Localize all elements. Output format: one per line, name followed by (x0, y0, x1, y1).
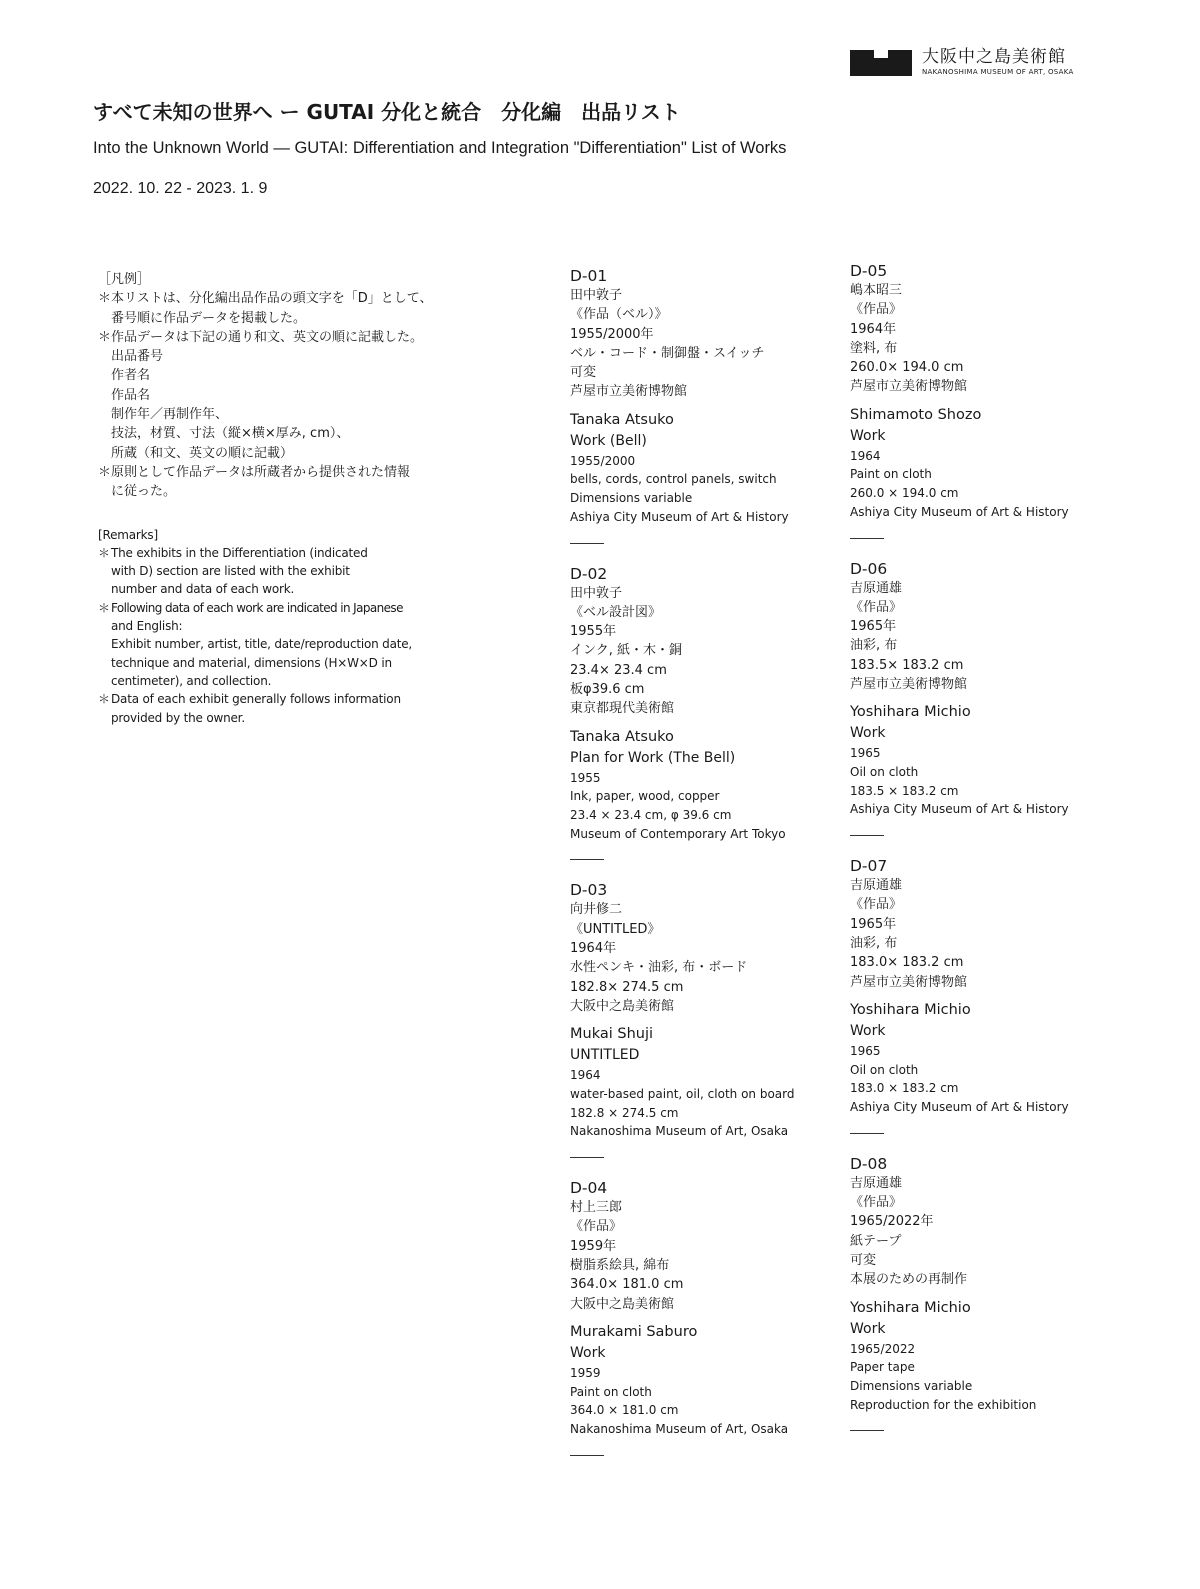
work-detail-en: Oil on cloth (850, 1062, 919, 1077)
work-entry (570, 1178, 870, 1456)
work-detail-en: Ashiya City Museum of Art & History (850, 1100, 1069, 1115)
bullet-mark: ＊ (98, 545, 110, 560)
work-data-jp-line: 東京都現代美術館 (570, 701, 675, 717)
remarks-line: 作者名 (111, 368, 151, 384)
work-data-jp (570, 900, 870, 1016)
remarks-line (98, 270, 408, 289)
work-data-jp-line: 吉原通雄 (850, 1175, 903, 1191)
work-title-en: Work (570, 1344, 606, 1361)
work-data-jp-line: 樹脂系絵具, 綿布 (570, 1257, 670, 1273)
work-data-jp-line: 《作品》 (570, 1219, 623, 1235)
work-detail-en: 1965/2022 (850, 1341, 916, 1356)
page-title-jp: すべて未知の世界へ ー GUTAI 分化と統合 分化編 出品リスト (93, 100, 681, 124)
remarks-line (98, 544, 408, 562)
work-detail-en: Paint on cloth (850, 467, 932, 482)
remarks-line (98, 463, 411, 482)
remarks-jp (98, 270, 433, 502)
work-detail-en: Ashiya City Museum of Art & History (850, 504, 1069, 519)
work-title-en: Work (Bell) (570, 432, 647, 449)
work-data-jp-line: 1964年 (570, 941, 617, 957)
work-data-en (850, 1298, 1150, 1415)
work-data-jp-line: 本展のための再制作 (850, 1272, 968, 1288)
work-data-en (570, 1024, 870, 1141)
work-title-en: UNTITLED (570, 1047, 640, 1064)
work-entry (850, 261, 1150, 539)
work-detail-en: Paint on cloth (570, 1384, 652, 1399)
exhibit-number: D-01 (570, 267, 608, 285)
work-data-jp-line: 《作品》 (850, 599, 903, 615)
exhibit-number: D-02 (570, 564, 608, 583)
work-data-jp-line: 大阪中之島美術館 (570, 998, 675, 1014)
work-data-jp-line: 183.5× 183.2 cm (850, 657, 964, 673)
work-entry (570, 564, 870, 861)
work-data-jp-line: 1964年 (850, 321, 897, 337)
remarks-line: 制作年／再制作年、 (111, 407, 229, 423)
work-data-jp-line: 260.0× 194.0 cm (850, 360, 964, 376)
work-data-jp (570, 584, 870, 719)
entry-separator (850, 1133, 884, 1134)
work-data-jp-line: 364.0× 181.0 cm (570, 1277, 684, 1293)
remarks-line (98, 289, 433, 308)
work-data-jp-line: 大阪中之島美術館 (570, 1296, 675, 1312)
bullet-mark: ＊ (98, 692, 110, 707)
artist-name-en: Mukai Shuji (570, 1026, 654, 1043)
work-data-jp-line: 《作品（ベル）》 (570, 307, 668, 323)
work-detail-en: Reproduction for the exhibition (850, 1397, 1037, 1412)
bullet-mark: ＊ (98, 329, 112, 345)
work-data-jp-line: 紙テープ (850, 1233, 902, 1249)
work-detail-en: 1964 (570, 1068, 601, 1083)
remarks-line: provided by the owner. (111, 710, 245, 725)
work-detail-en: 1965 (850, 746, 881, 761)
artist-name-en: Yoshihara Michio (850, 704, 971, 721)
work-data-jp-line: 板φ39.6 cm (570, 682, 645, 698)
work-data-jp (570, 286, 870, 402)
exhibit-number: D-04 (570, 1179, 608, 1198)
work-title-en: Work (850, 427, 886, 444)
work-data-jp-line: 嶋本昭三 (850, 283, 903, 298)
remarks-text: [Remarks] (98, 527, 158, 542)
work-data-en (570, 1322, 870, 1439)
work-detail-en: Nakanoshima Museum of Art, Osaka (570, 1124, 789, 1139)
work-detail-en: 182.8 × 274.5 cm (570, 1105, 679, 1120)
work-data-jp-line: 芦屋市立美術博物館 (570, 384, 688, 400)
artist-name-en: Shimamoto Shozo (850, 406, 982, 423)
work-data-jp-line: 田中敦子 (570, 585, 623, 601)
remarks-line: technique and material, dimensions (H×W×D in (111, 655, 392, 670)
work-detail-en: Nakanoshima Museum of Art, Osaka (570, 1421, 789, 1436)
remarks-line: 作品名 (111, 387, 151, 403)
work-detail-en: 260.0 × 194.0 cm (850, 486, 959, 501)
work-data-jp-line: 油彩, 布 (850, 936, 898, 952)
work-data-jp-line: 塗料, 布 (850, 340, 898, 356)
work-data-jp-line: 田中敦子 (570, 288, 623, 303)
remarks-line (98, 599, 408, 617)
work-data-en (570, 727, 870, 844)
work-data-jp-line: 芦屋市立美術博物館 (850, 677, 968, 693)
work-data-jp-line: 《UNTITLED》 (570, 921, 661, 937)
artist-name-en: Tanaka Atsuko (570, 411, 674, 428)
work-entry (570, 880, 870, 1158)
work-data-en (850, 1000, 1150, 1117)
remarks-line (98, 526, 408, 544)
remarks-text: 原則として作品データは所蔵者から提供された情報 (111, 464, 411, 480)
remarks-text: ［凡例］ (98, 272, 151, 287)
work-data-jp-line: 23.4× 23.4 cm (570, 662, 667, 678)
work-data-jp (850, 281, 1150, 397)
remarks-line: 所蔵（和文、英文の順に記載） (111, 445, 294, 461)
remarks-line: centimeter), and collection. (111, 673, 272, 688)
work-data-jp-line: 1955/2000年 (570, 326, 654, 342)
entry-separator (850, 835, 884, 836)
exhibit-number: D-05 (850, 262, 888, 280)
work-detail-en: Ashiya City Museum of Art & History (570, 509, 789, 524)
work-data-jp-line: 《作品》 (850, 897, 903, 913)
work-data-jp-line: 油彩, 布 (850, 638, 898, 654)
artist-name-en: Yoshihara Michio (850, 1299, 971, 1316)
works-column-2 (850, 261, 1150, 1451)
work-data-jp-line: 183.0× 183.2 cm (850, 955, 964, 971)
work-data-jp-line: 《ベル設計図》 (570, 604, 662, 620)
remarks-line: 出品番号 (111, 349, 164, 365)
remarks-text: Following data of each work are indicated in Japanese (111, 600, 403, 615)
work-detail-en: 183.0 × 183.2 cm (850, 1081, 959, 1096)
remarks-line (98, 690, 408, 708)
work-data-jp-line: 1959年 (570, 1238, 617, 1254)
remarks-line: 技法，材質、寸法（縦×横×厚み, cm）、 (111, 426, 350, 442)
work-detail-en: Oil on cloth (850, 765, 919, 780)
museum-name-en: NAKANOSHIMA MUSEUM OF ART, OSAKA (922, 68, 1074, 76)
artist-name-en: Yoshihara Michio (850, 1001, 971, 1018)
work-title-en: Work (850, 1320, 886, 1337)
remarks-block (98, 270, 433, 727)
artist-name-en: Tanaka Atsuko (570, 728, 674, 745)
entry-separator (850, 1430, 884, 1431)
work-data-jp (850, 579, 1150, 695)
exhibit-number: D-06 (850, 559, 888, 578)
work-entry (850, 559, 1150, 837)
remarks-text: Data of each exhibit generally follows information (111, 692, 401, 707)
work-detail-en: 1965 (850, 1043, 881, 1058)
page-title-en: Into the Unknown World — GUTAI: Differentiation and Integration "Differentiation" List of Works (93, 139, 787, 157)
work-data-jp (850, 876, 1150, 992)
work-data-jp-line: 水性ペンキ・油彩, 布・ボード (570, 960, 748, 976)
bullet-mark: ＊ (98, 464, 112, 480)
remarks-line: with D) section are listed with the exhibit (111, 564, 350, 579)
exhibit-number: D-08 (850, 1154, 888, 1173)
remarks-line: に従った。 (111, 484, 177, 500)
exhibit-number: D-07 (850, 857, 888, 876)
work-data-jp-line: 1955年 (570, 624, 617, 640)
remarks-text: 本リストは、分化編出品作品の頭文字を「D」として、 (111, 291, 433, 307)
work-entry (850, 1154, 1150, 1432)
remarks-text: 作品データは下記の通り和文、英文の順に記載した。 (111, 329, 424, 345)
work-title-en: Work (850, 1022, 886, 1039)
remarks-line (98, 328, 424, 347)
work-detail-en: 1964 (850, 448, 881, 463)
exhibition-dates: 2022. 10. 22 - 2023. 1. 9 (93, 180, 268, 197)
entry-separator (570, 859, 604, 860)
artist-name-en: Murakami Saburo (570, 1323, 698, 1340)
remarks-line: and English: (111, 619, 183, 634)
work-data-jp-line: 村上三郎 (570, 1200, 623, 1216)
entry-separator (570, 1157, 604, 1158)
remarks-text: The exhibits in the Differentiation (indicated (111, 545, 368, 560)
work-data-jp-line: 可変 (850, 1252, 877, 1268)
work-entry (570, 266, 870, 544)
work-data-en (570, 410, 870, 527)
work-detail-en: 1955 (570, 770, 601, 785)
work-detail-en: Ink, paper, wood, copper (570, 789, 720, 804)
work-data-jp-line: 1965年 (850, 619, 897, 635)
work-detail-en: Ashiya City Museum of Art & History (850, 802, 1069, 817)
remarks-line: Exhibit number, artist, title, date/reproduction date, (111, 637, 413, 652)
work-data-jp-line: インク, 紙・木・銅 (570, 643, 683, 659)
entry-separator (570, 1455, 604, 1456)
work-detail-en: Dimensions variable (850, 1378, 973, 1393)
exhibit-number: D-03 (570, 881, 608, 900)
work-detail-en: Paper tape (850, 1360, 915, 1375)
work-data-jp-line: 向井修二 (570, 902, 623, 918)
work-data-jp-line: 芦屋市立美術博物館 (850, 974, 968, 990)
entry-separator (570, 543, 604, 544)
work-detail-en: 1955/2000 (570, 453, 636, 468)
museum-logo (850, 48, 1110, 78)
work-detail-en: 1959 (570, 1365, 601, 1380)
work-detail-en: Dimensions variable (570, 491, 693, 506)
work-data-jp-line: 吉原通雄 (850, 580, 903, 596)
work-data-jp-line: 《作品》 (850, 302, 903, 318)
remarks-line: 番号順に作品データを掲載した。 (111, 310, 307, 326)
work-data-jp-line: 可変 (570, 365, 597, 381)
work-detail-en: 364.0 × 181.0 cm (570, 1403, 679, 1418)
bullet-mark: ＊ (98, 600, 110, 615)
work-data-jp (850, 1174, 1150, 1290)
work-detail-en: bells, cords, control panels, switch (570, 472, 777, 487)
work-data-en (850, 702, 1150, 819)
work-title-en: Plan for Work (The Bell) (570, 749, 736, 766)
work-detail-en: 23.4 × 23.4 cm, φ 39.6 cm (570, 808, 732, 823)
work-detail-en: water-based paint, oil, cloth on board (570, 1086, 795, 1101)
work-data-jp-line: 1965/2022年 (850, 1214, 934, 1230)
work-data-jp (570, 1198, 870, 1314)
remarks-en (98, 526, 413, 727)
work-data-jp-line: 《作品》 (850, 1195, 903, 1211)
works-column-1 (570, 266, 870, 1476)
work-detail-en: Museum of Contemporary Art Tokyo (570, 826, 786, 841)
work-title-en: Work (850, 725, 886, 742)
museum-logo-mark-icon (850, 50, 912, 76)
museum-name-jp: 大阪中之島美術館 (922, 47, 1066, 67)
remarks-line: number and data of each work. (111, 582, 295, 597)
work-data-jp-line: 1965年 (850, 916, 897, 932)
work-data-jp-line: 吉原通雄 (850, 878, 903, 894)
work-data-jp-line: 芦屋市立美術博物館 (850, 379, 968, 395)
bullet-mark: ＊ (98, 291, 112, 307)
work-data-jp-line: 182.8× 274.5 cm (570, 979, 684, 995)
work-detail-en: 183.5 × 183.2 cm (850, 783, 959, 798)
work-data-en (850, 405, 1150, 522)
work-data-jp-line: ベル・コード・制御盤・スイッチ (570, 345, 765, 361)
entry-separator (850, 538, 884, 539)
work-entry (850, 856, 1150, 1134)
